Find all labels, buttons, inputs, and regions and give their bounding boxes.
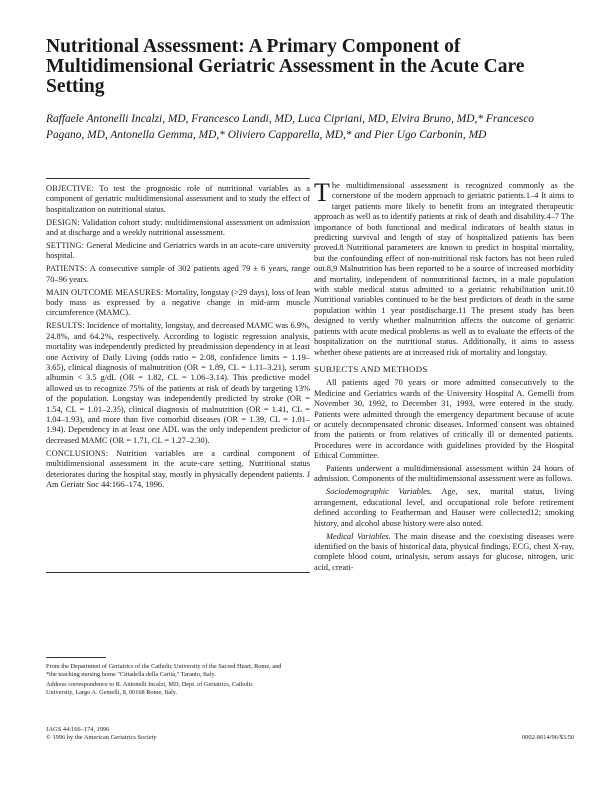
- abstract-outcome: [46, 288, 310, 319]
- copyright-line: © 1996 by the American Geriatrics Society: [46, 734, 157, 741]
- article-title: Nutritional Assessment: A Primary Component of Multidimensional Geriatric Assessment in the Acute Care Setting: [46, 36, 525, 97]
- results-text: Incidence of mortality, longstay, and decreased MAMC was 6.9%, 24.8%, and 64.2%, respectively. According to logistic regression analysis, mortality was independently predicted by preadmission dependency in at least one Activity of Daily Living (odds ratio = 2.08, confidence limits = 1.19–3.65), clinical diagnosis of malnutrition (OR = 1.89, CL = 1.11–3.21), serum albumin < 3.5 g/dL (OR = 1.82, CL = 1.06–3.14). This predictive model allowed us to recognize 75% of the patients at risk of death by targeting 13% of the population. Longstay was independently predicted by stroke (OR = 1.54, CL = 1.01–2.35), clinical diagnosis of malnutrition (OR = 1.41, CL = 1.04–1.93), and more than five comorbid diseases (OR = 1.39, CL = 1.01–1.94). Dependency in at least one ADL was the only independent predictor of decreased MAMC (OR = 1.71, CL = 1.27–2.30).: [46, 321, 311, 445]
- citation-text: J Am Geriatr Soc 44:166–174, 1996.: [46, 469, 310, 489]
- abstract-results: [46, 321, 310, 446]
- conclusions-label: CONCLUSIONS:: [46, 448, 109, 458]
- methods-paragraph-1: All patients aged 70 years or more admitted consecutively to the Medicine and Geriatrics wards of the University Hospital A. Gemelli from November 30, 1992, to December 31, 1993, were entered in the study. Patients were admitted through the emergency department because of acute or acutely decompensated chronic diseases. Informed consent was obtained from the patients or from relatives of critically ill or demented patients. Procedures were in accordance with guidelines provided by the Hospital Ethical Committee.: [314, 378, 574, 461]
- body-text: [314, 178, 574, 576]
- design-text: Validation cohort study: multidimensional assessment on admission and at discharge and a weekly nutritional assessment.: [46, 217, 310, 238]
- objective-label: OBJECTIVE:: [46, 184, 94, 193]
- sociodemographic-label: Sociodemographic Variables.: [326, 487, 433, 497]
- outcome-label: MAIN OUTCOME MEASURES:: [46, 287, 164, 297]
- medical-text: The main disease and the coexisting diseases were identified on the basis of historical data, physical findings, ECG, chest X-ray, complete blood count, urinalysis, serum assays for glucose, nitrogen, uric acid, creati-: [314, 531, 574, 572]
- setting-text: General Medicine and Geriatrics wards in an acute-care university hospital.: [46, 241, 311, 261]
- medical-label: Medical Variables.: [326, 531, 391, 541]
- results-label: RESULTS:: [46, 321, 85, 331]
- abstract-design: [46, 218, 310, 239]
- section-heading: SUBJECTS AND METHODS: [314, 363, 428, 374]
- objective-text: To test the prognostic role of nutritional variables as a component of geriatric multidimensional assessment and to study the effect of hospitalization on nutritional status.: [46, 184, 310, 214]
- design-label: DESIGN:: [46, 217, 80, 227]
- drop-cap: T: [314, 178, 330, 207]
- setting-label: SETTING:: [46, 241, 85, 251]
- affiliation-note: From the Department of Geriatrics of the Catholic University of the Sacred Heart, Rome, and *the teaching nursing home "Cittadella della Carità," Taranto, Italy.: [46, 663, 282, 678]
- abstract-objective: [46, 184, 310, 215]
- methods-paragraph-3: [314, 487, 574, 529]
- abstract-top-rule: [46, 178, 310, 179]
- patients-label: PATIENTS:: [46, 264, 88, 274]
- methods-paragraph-4: [314, 532, 574, 574]
- footnote-rule: [46, 657, 106, 658]
- abstract-bottom-rule: [46, 572, 310, 573]
- abstract-patients: [46, 264, 310, 285]
- author-list: Raffaele Antonelli Incalzi, MD, Francesco Landi, MD, Luca Cipriani, MD, Elvira Bruno, MD,* Francesco Pagano, MD, Antonella Gemma, MD,* Oliviero Capparella, MD,* and Pier Ugo Carbonin, MD: [46, 113, 534, 141]
- correspondence-note: Address correspondence to R. Antonelli Incalzi, MD, Dept. of Geriatrics, Catholic University, Largo A. Gemelli, 8, 00168 Rome, Italy.: [46, 681, 254, 696]
- outcome-text: Mortality, longstay (>29 days), loss of lean body mass as expressed by a negative change in mid-arm muscle circumference (MAMC).: [46, 287, 310, 318]
- conclusions-text: Nutrition variables are a cardinal component of multidimensional assessment in the acute-care setting. Nutritional status deteriorates during the hospital stay, mostly in physically dependent patients.: [46, 448, 310, 479]
- intro-text: he multidimensional assessment is recognized commonly as the cornerstone of the modern approach to geriatric patients.1–4 It aims to target patients more likely to benefit from an integrated therapeutic approach as well as to identify patients at risk of death and disability.4–7 The importance of both functional and medical indicators of health status in predicting survival and length of stay of hospitalized patients has been proved.8 Nutritional parameters are known to predict in hospital mortality, but the confounding effect of non-nutritional risk factors has not been ruled out.8,9 Malnutrition has been reported to be a source of increased morbidity and mortality, independent of nonnutritional factors, in a male population with stable medical status admitted to a geriatric rehabilitation unit.10 Nutritional variables continued to be the best predictors of death in the same population within 1 year postdischarge.11 The present study has been designed to verify whether malnutrition affects the outcome of geriatric patients with acute medical problems as well as to evaluate the effects of the hospitalization on the nutritional status. Additionally, it aims to assess whether obese patients are at increased risk of mortality and longstay.: [314, 181, 574, 357]
- sociodemographic-text: Age, sex, marital status, living arrangement, educational level, and occupational role before retirement defined according to Featherman and Hauser were collected12; smoking history, and alcohol abuse history were also noted.: [314, 487, 574, 528]
- journal-footer: [46, 726, 157, 742]
- intro-paragraph: [314, 178, 574, 358]
- journal-citation: JAGS 44:166–174, 1996: [46, 726, 110, 733]
- issn-code: 0002-8614/96/$3.50: [521, 734, 574, 741]
- abstract-conclusions: [46, 449, 310, 491]
- footnote: [46, 663, 282, 699]
- methods-paragraph-2: Patients underwent a multidimensional assessment within 24 hours of admission. Components of the multidimensional assessment were as follows.: [314, 464, 574, 484]
- abstract-setting: [46, 241, 310, 262]
- abstract: [46, 184, 310, 493]
- patients-text: A consecutive sample of 302 patients aged 79 ± 6 years, range 70–96 years.: [46, 264, 310, 284]
